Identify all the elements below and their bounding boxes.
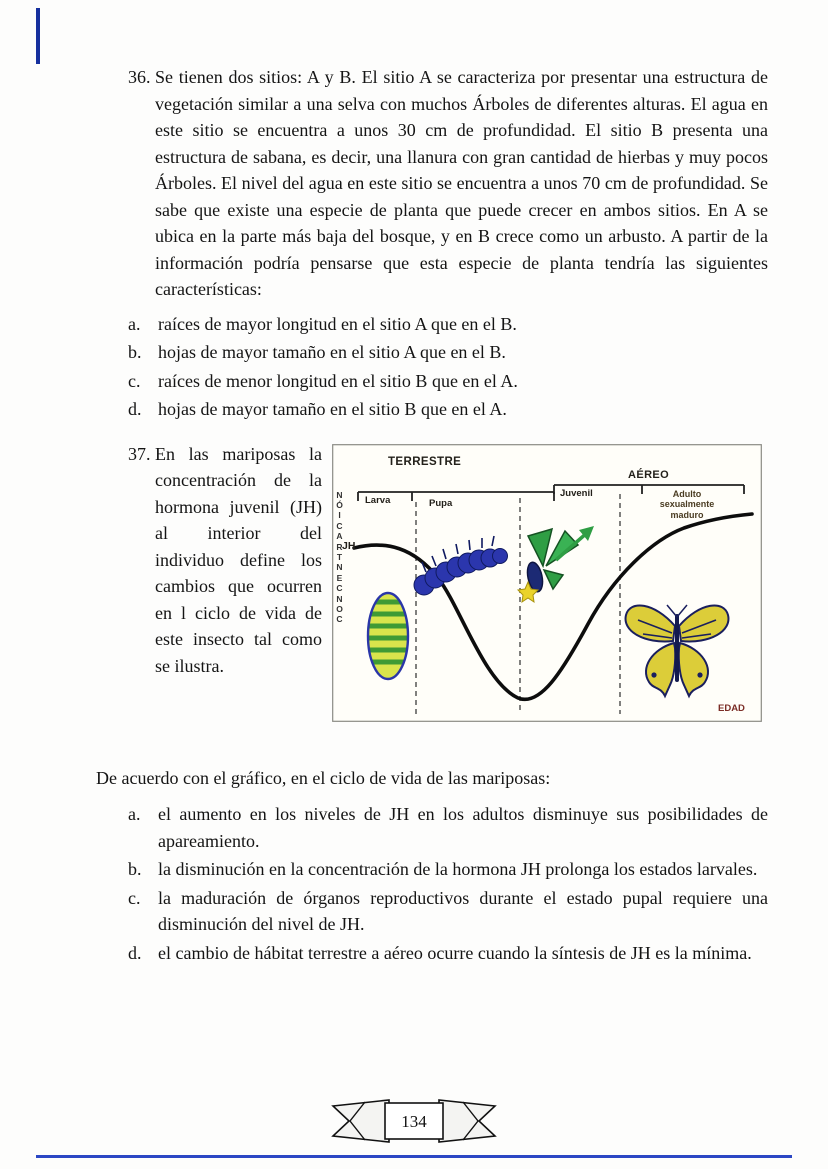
top-left-blue-mark-decoration [36, 8, 40, 64]
bottom-blue-line-decoration [36, 1155, 792, 1158]
option-text: hojas de mayor tamaño en el sitio B que en el A. [158, 399, 507, 419]
option-text: hojas de mayor tamaño en el sitio A que en el B. [158, 342, 506, 362]
option-item [128, 940, 768, 967]
question-37 [96, 441, 768, 967]
terrestre-label: TERRESTRE [388, 455, 462, 468]
jh-lifecycle-figure [332, 444, 762, 722]
option-item [128, 885, 768, 938]
option-item [128, 311, 768, 338]
striped-larva-illustration [366, 593, 410, 679]
option-text: la maduración de órganos reproductivos durante el estado pupal requiere una disminución del nivel de JH. [158, 887, 768, 934]
page-footer [0, 1097, 828, 1147]
option-letter: a. [128, 804, 141, 824]
figure-x-axis-label: EDAD [718, 702, 745, 714]
figure-conclusion-intro: De acuerdo con el gráfico, en el ciclo de vida de las mariposas: [96, 767, 551, 788]
option-text: raíces de menor longitud en el sitio B que en el A. [158, 370, 518, 391]
figure-y-axis-label: N Ó I C A R T N E C N O C [336, 489, 343, 625]
question-37-options [128, 801, 768, 966]
option-item [128, 396, 768, 423]
aereo-label: AÉREO [628, 468, 670, 481]
larva-stage-label: Larva [365, 494, 391, 506]
question-36-options [128, 311, 768, 423]
option-text: el aumento en los niveles de JH en los adultos disminuye sus posibilidades de apareamiento. [158, 804, 768, 851]
option-item [128, 339, 768, 366]
option-letter: a. [128, 313, 141, 334]
option-letter: d. [128, 399, 142, 419]
adulto-stage-label: Adulto sexualmente maduro [659, 488, 715, 520]
option-text: la disminución en la concentración de la hormona JH prolonga los estados larvales. [158, 859, 758, 879]
option-item [128, 856, 768, 883]
option-text: raíces de mayor longitud en el sitio A que en el B. [158, 313, 517, 334]
jh-series-label: JH [342, 539, 356, 552]
option-letter: c. [128, 370, 141, 391]
pupa-stage-label: Pupa [429, 497, 453, 509]
page-number-ribbon [329, 1097, 499, 1147]
option-letter: b. [128, 859, 142, 879]
juvenil-stage-label: Juvenil [560, 487, 593, 499]
option-letter: d. [128, 942, 142, 963]
option-letter: b. [128, 342, 142, 362]
question-36-number: 36. [128, 67, 151, 87]
option-letter: c. [128, 887, 141, 908]
question-36 [96, 64, 768, 423]
question-36-text: Se tienen dos sitios: A y B. El sitio A se caracteriza por presentar una estructura de vegetación similar a una selva con muchos Árboles de diferentes alturas. El agua en este sitio se encuentra a unos 30 cm de profundidad. El sitio B presenta una estructura de sabana, es decir, una llanura con gran cantidad de hierbas y muy pocos Árboles. El nivel del agua en este sitio se encuentra a unos 70 cm de profundidad. Se sabe que existe una especie de planta que puede crecer en ambos sitios. En A se ubica en la parte más baja del bosque, y en B crece como un arbusto. A partir de la información podría pensarse que esta especie de planta tendría las siguientes características: [155, 67, 768, 299]
option-item [128, 801, 768, 854]
option-item [128, 368, 768, 395]
option-text: el cambio de hábitat terrestre a aéreo ocurre cuando la síntesis de JH es la mínima. [158, 942, 752, 963]
question-37-number: 37. [128, 443, 151, 464]
page-number: 134 [401, 1112, 427, 1131]
question-37-text: En las mariposas la concentración de la hormona juvenil (JH) al interior del individuo define los cambios que ocurren en l ciclo de vida de este insecto tal como se ilustra. [155, 443, 322, 676]
